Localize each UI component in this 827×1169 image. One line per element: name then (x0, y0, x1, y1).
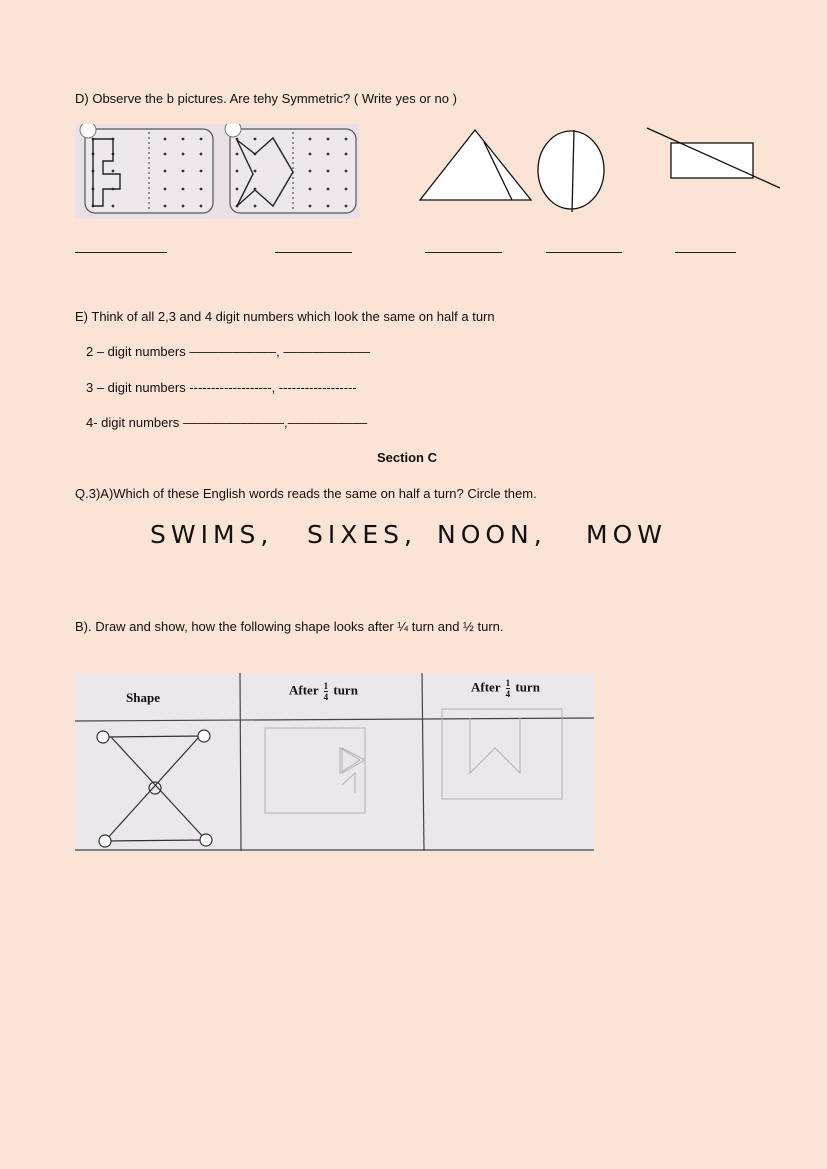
grid-dot (164, 153, 167, 156)
grid-dot (164, 188, 167, 191)
fraction-one-quarter-2 (506, 678, 511, 699)
frac-num-2: 1 (505, 678, 511, 688)
grid-dot (112, 205, 115, 208)
header-turn-label-2: turn (515, 679, 540, 695)
word-list (150, 520, 710, 554)
word-sixes[interactable]: SIXES, (307, 520, 417, 549)
grid-dot (182, 138, 185, 141)
grid-dot (182, 188, 185, 191)
grid-dot (182, 170, 185, 173)
grid-dot (164, 138, 167, 141)
header-after-label-1: After (289, 682, 319, 698)
grid-dot (200, 138, 203, 141)
grid-dot (200, 170, 203, 173)
question-3b: B). Draw and show, how the following shape looks after ¼ turn and ½ turn. (75, 619, 504, 634)
ellipse-shape (536, 128, 608, 214)
grid-dot (309, 188, 312, 191)
grid-dot (345, 188, 348, 191)
word-noon[interactable]: NOON, (437, 520, 547, 549)
answer-blank-4[interactable] (546, 252, 622, 253)
question-d: D) Observe the b pictures. Are tehy Symmetric? ( Write yes or no ) (75, 91, 457, 106)
grid-dot (254, 138, 257, 141)
grid-dot (345, 138, 348, 141)
grid-dot (200, 188, 203, 191)
frac-num-1: 1 (323, 681, 329, 691)
section-c-title: Section C (377, 450, 437, 465)
grid-dot (327, 153, 330, 156)
grid-dot (182, 205, 185, 208)
hourglass-shape (93, 728, 223, 848)
grid-dot (327, 170, 330, 173)
dot-grid-pictures (75, 124, 359, 219)
grid-dot (309, 170, 312, 173)
three-digit-line: 3 – digit numbers -------------------, ------------------ (86, 380, 357, 395)
grid-dot (236, 170, 239, 173)
grid-dot (200, 205, 203, 208)
four-digit-line: 4- digit numbers ––––––––––––––,––––––––––– (86, 415, 368, 430)
grid-dot (236, 153, 239, 156)
question-3a: Q.3)A)Which of these English words reads the same on half a turn? Circle them. (75, 486, 537, 501)
grid-dot (236, 188, 239, 191)
header-after-quarter-1 (289, 681, 358, 702)
header-shape: Shape (126, 690, 160, 705)
header-after-quarter-2 (471, 678, 540, 699)
grid-dot (327, 205, 330, 208)
turn-table (75, 673, 594, 851)
frac-den-1: 4 (323, 692, 329, 702)
header-after-label-2: After (471, 679, 501, 695)
grid-dot (254, 170, 257, 173)
word-swims[interactable]: SWIMS, (150, 520, 274, 549)
grid-dot (345, 205, 348, 208)
answer-blank-3[interactable] (425, 252, 502, 253)
two-digit-line: 2 – digit numbers ––––––––––––, –––––––––––– (86, 344, 371, 359)
grid-dot (309, 138, 312, 141)
grid-dot (200, 153, 203, 156)
header-turn-label-1: turn (333, 682, 358, 698)
grid-dot (309, 205, 312, 208)
answer-blank-2[interactable] (275, 252, 352, 253)
grid-dot (345, 170, 348, 173)
rectangle-shape (645, 126, 783, 190)
grid-dot (164, 170, 167, 173)
question-e: E) Think of all 2,3 and 4 digit numbers which look the same on half a turn (75, 309, 495, 324)
answer-blank-1[interactable] (75, 252, 167, 253)
fraction-one-quarter-1 (324, 681, 329, 702)
grid-dot (345, 153, 348, 156)
grid-dot (254, 205, 257, 208)
grid-dot (164, 205, 167, 208)
frac-den-2: 4 (505, 689, 511, 699)
grid-dot (182, 153, 185, 156)
grid-dot (327, 188, 330, 191)
grid-dot (309, 153, 312, 156)
triangle-shape (418, 128, 534, 204)
answer-blank-5[interactable] (675, 252, 736, 253)
grid-dot (112, 170, 115, 173)
dot-grid-figure (75, 124, 359, 219)
grid-dot (327, 138, 330, 141)
word-mow[interactable]: MOW (586, 520, 667, 549)
